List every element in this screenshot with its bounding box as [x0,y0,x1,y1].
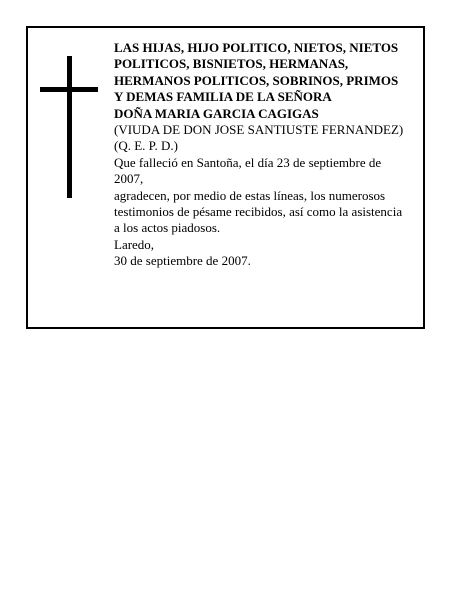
heading-line-1: LAS HIJAS, HIJO POLITICO, NIETOS, NIETOS [114,40,399,55]
death-line-2: 2007, [114,171,144,187]
rip-line: (Q. E. P. D.) [114,138,178,154]
heading-line-2: POLITICOS, BISNIETOS, HERMANAS, [114,56,349,72]
latin-cross-icon [40,56,98,198]
obituary-notice-frame [26,26,425,329]
notice-text [114,40,420,270]
thanks-line-1: agradecen, por medio de estas líneas, los numerosos [114,187,386,203]
date-line: 30 de septiembre de 2007. [114,253,251,269]
heading-line-3: HERMANOS POLITICOS, SOBRINOS, PRIMOS [114,72,399,88]
deceased-name: DOÑA MARIA GARCIA CAGIGAS [114,105,319,121]
cross-vertical-bar [67,56,72,198]
thanks-line-3: a los actos piadosos. [114,220,221,236]
death-line-1: Que falleció en Santoña, el día 23 de septiembre de [114,154,382,170]
place-line: Laredo, [114,236,155,252]
widow-line: (VIUDA DE DON JOSE SANTIUSTE FERNANDEZ) [114,122,404,138]
thanks-line-2: testimonios de pésame recibidos, así como la asistencia [114,204,403,220]
heading-line-4: Y DEMAS FAMILIA DE LA SEÑORA [114,89,332,105]
cross-horizontal-bar [40,87,98,92]
